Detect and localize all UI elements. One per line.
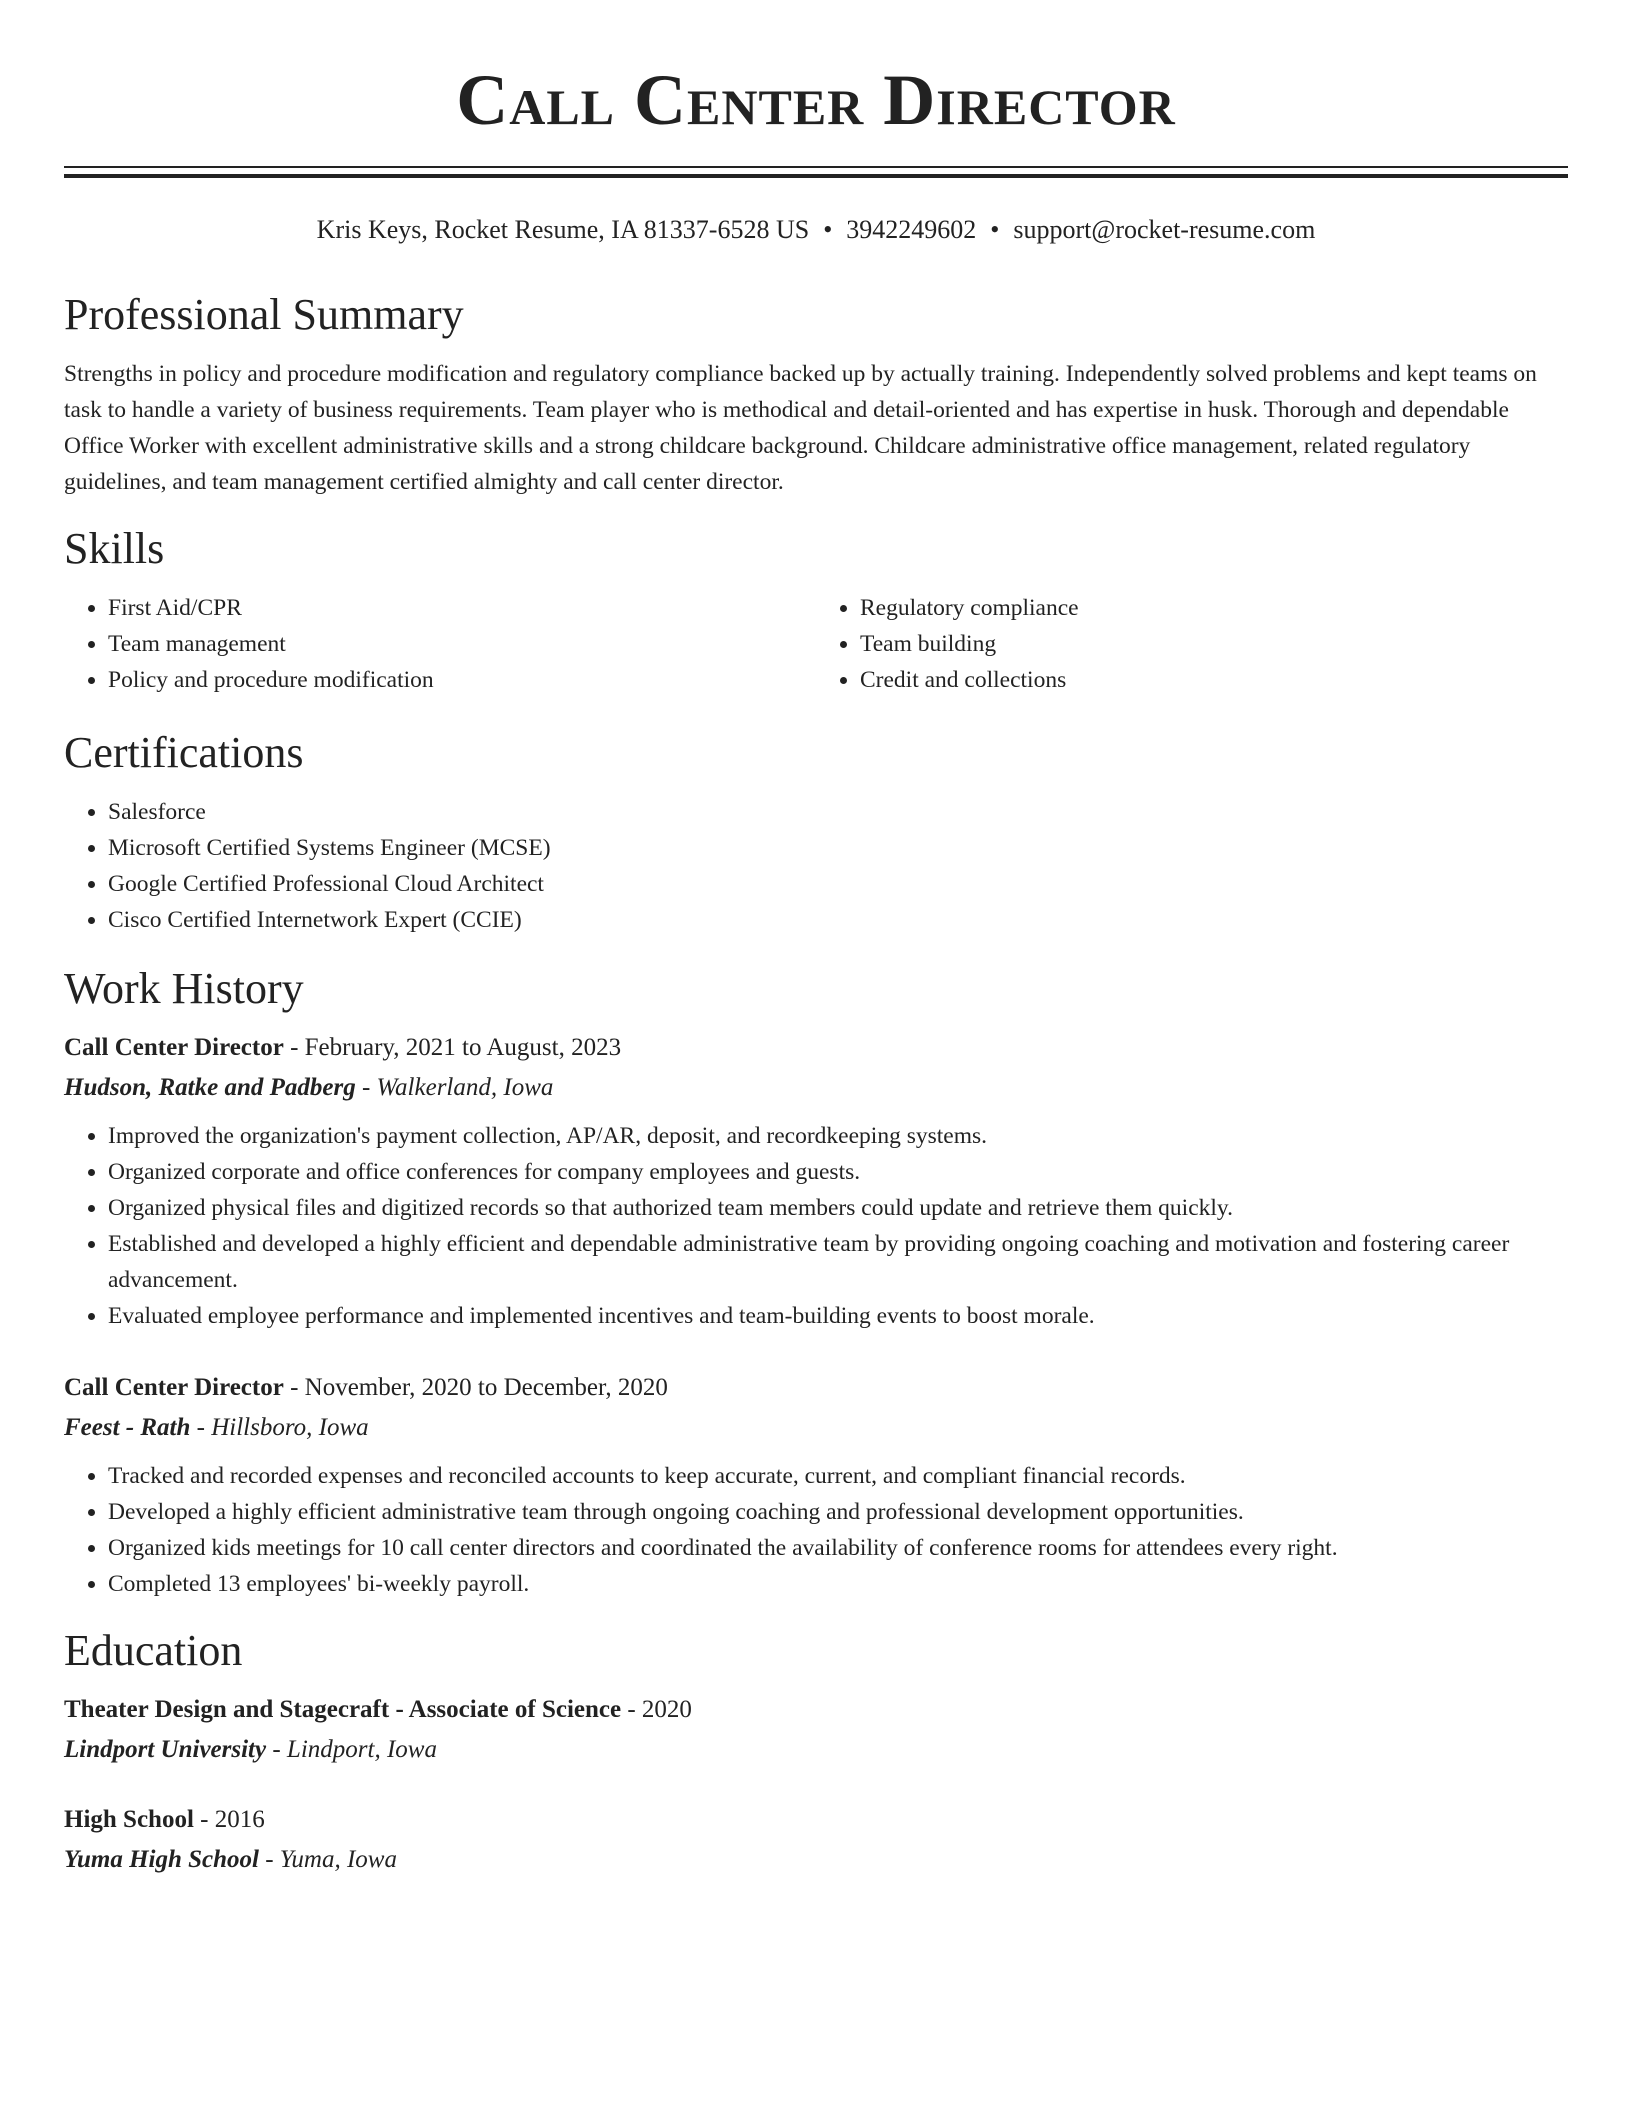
skills-heading: Skills <box>64 524 165 573</box>
skills-columns <box>64 590 1568 698</box>
job-bullet: • Evaluated employee performance and implemented incentives and team-building events to boost morale. <box>108 1298 1568 1334</box>
resume-name-title: Call Center Director <box>456 60 1176 140</box>
skill-item: • Team building <box>860 626 1568 662</box>
skill-item: • Regulatory compliance <box>860 590 1568 626</box>
work-history-heading: Work History <box>64 964 304 1013</box>
skills-list-right <box>816 590 1568 698</box>
job-location: - Hillsboro, Iowa <box>190 1414 369 1441</box>
job-bullet: • Improved the organization's payment collection, AP/AR, deposit, and recordkeeping systems. <box>108 1118 1568 1154</box>
education-entry <box>64 1690 1568 1770</box>
contact-line <box>64 212 1568 248</box>
job-bullet: • Organized kids meetings for 10 call center directors and coordinated the availability of conference rooms for attendees every right. <box>108 1530 1568 1566</box>
skill-item: • Policy and procedure modification <box>108 662 816 698</box>
job-bullet: • Organized physical files and digitized records so that authorized team members could update and retrieve them quickly. <box>108 1190 1568 1226</box>
education-location: - Yuma, Iowa <box>258 1846 397 1873</box>
job-employer <box>64 1068 1568 1108</box>
job-header <box>64 1368 1568 1408</box>
certification-item: • Salesforce <box>108 794 1568 830</box>
job-company: Hudson, Ratke and Padberg <box>64 1074 356 1101</box>
job-dates: - November, 2020 to December, 2020 <box>283 1374 668 1401</box>
contact-separator: • <box>823 215 833 244</box>
job-bullet: • Developed a highly efficient administrative team through ongoing coaching and professional development opportunities. <box>108 1494 1568 1530</box>
education-degree: Theater Design and Stagecraft - Associate of Science <box>64 1696 622 1723</box>
education-school: Yuma High School <box>64 1846 259 1873</box>
job-bullets <box>64 1458 1568 1602</box>
certification-item: • Cisco Certified Internetwork Expert (CCIE) <box>108 902 1568 938</box>
contact-address: Kris Keys, Rocket Resume, IA 81337-6528 US <box>316 215 810 244</box>
job-bullet: • Established and developed a highly efficient and dependable administrative team by providing ongoing coaching and motivation and fostering career advancement. <box>108 1226 1568 1298</box>
education-heading: Education <box>64 1626 243 1675</box>
education-header <box>64 1690 1568 1730</box>
job-bullet: • Completed 13 employees' bi-weekly payroll. <box>108 1566 1568 1602</box>
summary-heading: Professional Summary <box>64 290 464 339</box>
education-year: - 2016 <box>193 1806 265 1833</box>
certification-item: • Google Certified Professional Cloud Architect <box>108 866 1568 902</box>
job-entry <box>64 1368 1568 1602</box>
job-bullet: • Tracked and recorded expenses and reconciled accounts to keep accurate, current, and compliant financial records. <box>108 1458 1568 1494</box>
education-entry <box>64 1800 1568 1880</box>
job-location: - Walkerland, Iowa <box>355 1074 554 1101</box>
job-entry <box>64 1028 1568 1334</box>
job-bullets <box>64 1118 1568 1334</box>
education-school: Lindport University <box>64 1736 267 1763</box>
summary-text: Strengths in policy and procedure modification and regulatory compliance backed up by actually training. Independently solved problems and kept teams on task to handle a variety of business requirements. Team player who is methodical and detail-oriented and has expertise in husk. Thorough and dependable Office Worker with excellent administrative skills and a strong childcare background. Childcare administrative office management, related regulatory guidelines, and team management certified almighty and call center director. <box>64 361 1537 495</box>
contact-phone: 3942249602 <box>846 215 977 244</box>
contact-separator: • <box>990 215 1000 244</box>
job-role: Call Center Director <box>64 1034 284 1061</box>
education-degree: High School <box>64 1806 194 1833</box>
job-header <box>64 1028 1568 1068</box>
certifications-heading: Certifications <box>64 728 304 777</box>
job-role: Call Center Director <box>64 1374 284 1401</box>
job-company: Feest - Rath <box>64 1414 191 1441</box>
skills-list-left <box>64 590 816 698</box>
skill-item: • Credit and collections <box>860 662 1568 698</box>
education-header <box>64 1800 1568 1840</box>
certification-item: • Microsoft Certified Systems Engineer (MCSE) <box>108 830 1568 866</box>
job-employer <box>64 1408 1568 1448</box>
contact-email: support@rocket-resume.com <box>1013 215 1316 244</box>
certifications-list <box>64 794 1568 938</box>
skill-item: • First Aid/CPR <box>108 590 816 626</box>
job-bullet: • Organized corporate and office conferences for company employees and guests. <box>108 1154 1568 1190</box>
education-year: - 2020 <box>621 1696 692 1723</box>
header-divider <box>64 166 1568 178</box>
job-dates: - February, 2021 to August, 2023 <box>283 1034 622 1061</box>
education-school-line <box>64 1840 1568 1880</box>
skill-item: • Team management <box>108 626 816 662</box>
education-location: - Lindport, Iowa <box>266 1736 437 1763</box>
education-school-line <box>64 1730 1568 1770</box>
